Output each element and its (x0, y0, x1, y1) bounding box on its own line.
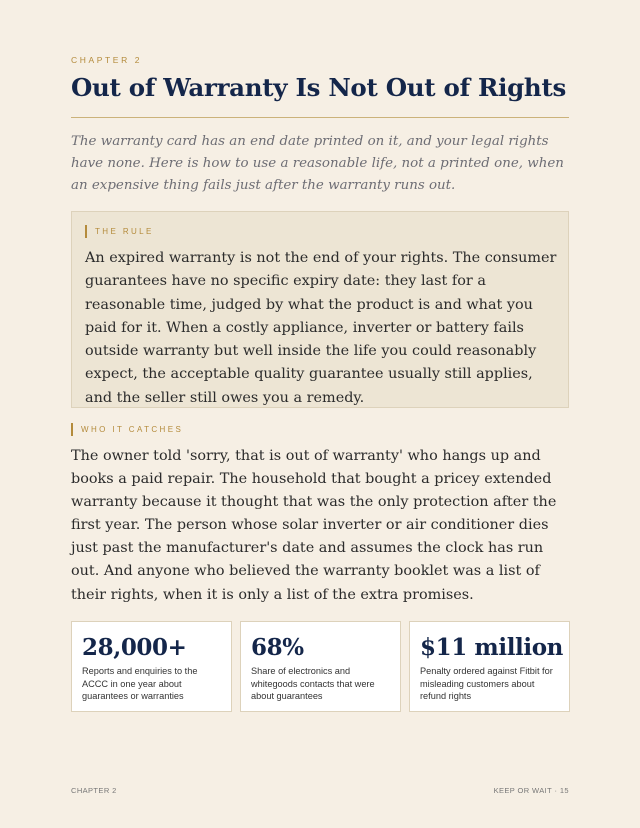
rule-text: An expired warranty is not the end of your rights. The consumer guarantees have no specific expiry date: they last for a reasonable time, judged by what the product is and what you paid for it. When a costly appliance, inverter or battery fails outside warranty but well inside the life you could reasonably expect, the acceptable quality guarantee usually still applies, and the seller still owes you a remedy. (85, 250, 557, 406)
page-title: Out of Warranty Is Not Out of Rights (71, 73, 566, 102)
chapter-eyebrow: CHAPTER 2 (71, 55, 143, 65)
stat-caption: Penalty ordered against Fitbit for misleading customers about refund rights (420, 666, 553, 702)
stat-value: 28,000+ (82, 634, 187, 661)
who-it-catches-label: WHO IT CATCHES (71, 423, 183, 436)
stat-card (409, 621, 570, 712)
stats-row (71, 621, 569, 712)
stat-value: $11 million (420, 634, 563, 661)
who-it-catches-text: The owner told 'sorry, that is out of warranty' who hangs up and books a paid repair. The household that bought a pricey extended warranty because it thought that was the only protection after the first year. The person whose solar inverter or air conditioner dies just past the manufacturer's date and assumes the clock has run out. And anyone who believed the warranty booklet was a list of their rights, when it is only a list of the extra promises. (71, 448, 557, 603)
stat-card (71, 621, 232, 712)
stat-card (240, 621, 401, 712)
footer-page-number: KEEP OR WAIT · 15 (493, 786, 569, 795)
stat-caption: Share of electronics and whitegoods contacts that were about guarantees (251, 666, 375, 702)
rule-callout-box (71, 211, 569, 408)
stat-value: 68% (251, 634, 304, 661)
lede-paragraph: The warranty card has an end date printed on it, and your legal rights have none. Here is how to use a reasonable life, not a printed one, when an expensive thing fails just after the warranty runs out. (71, 134, 564, 193)
footer-chapter: CHAPTER 2 (71, 786, 117, 795)
title-divider (71, 117, 569, 118)
stat-caption: Reports and enquiries to the ACCC in one year about guarantees or warranties (82, 666, 198, 702)
rule-label: THE RULE (85, 225, 154, 238)
